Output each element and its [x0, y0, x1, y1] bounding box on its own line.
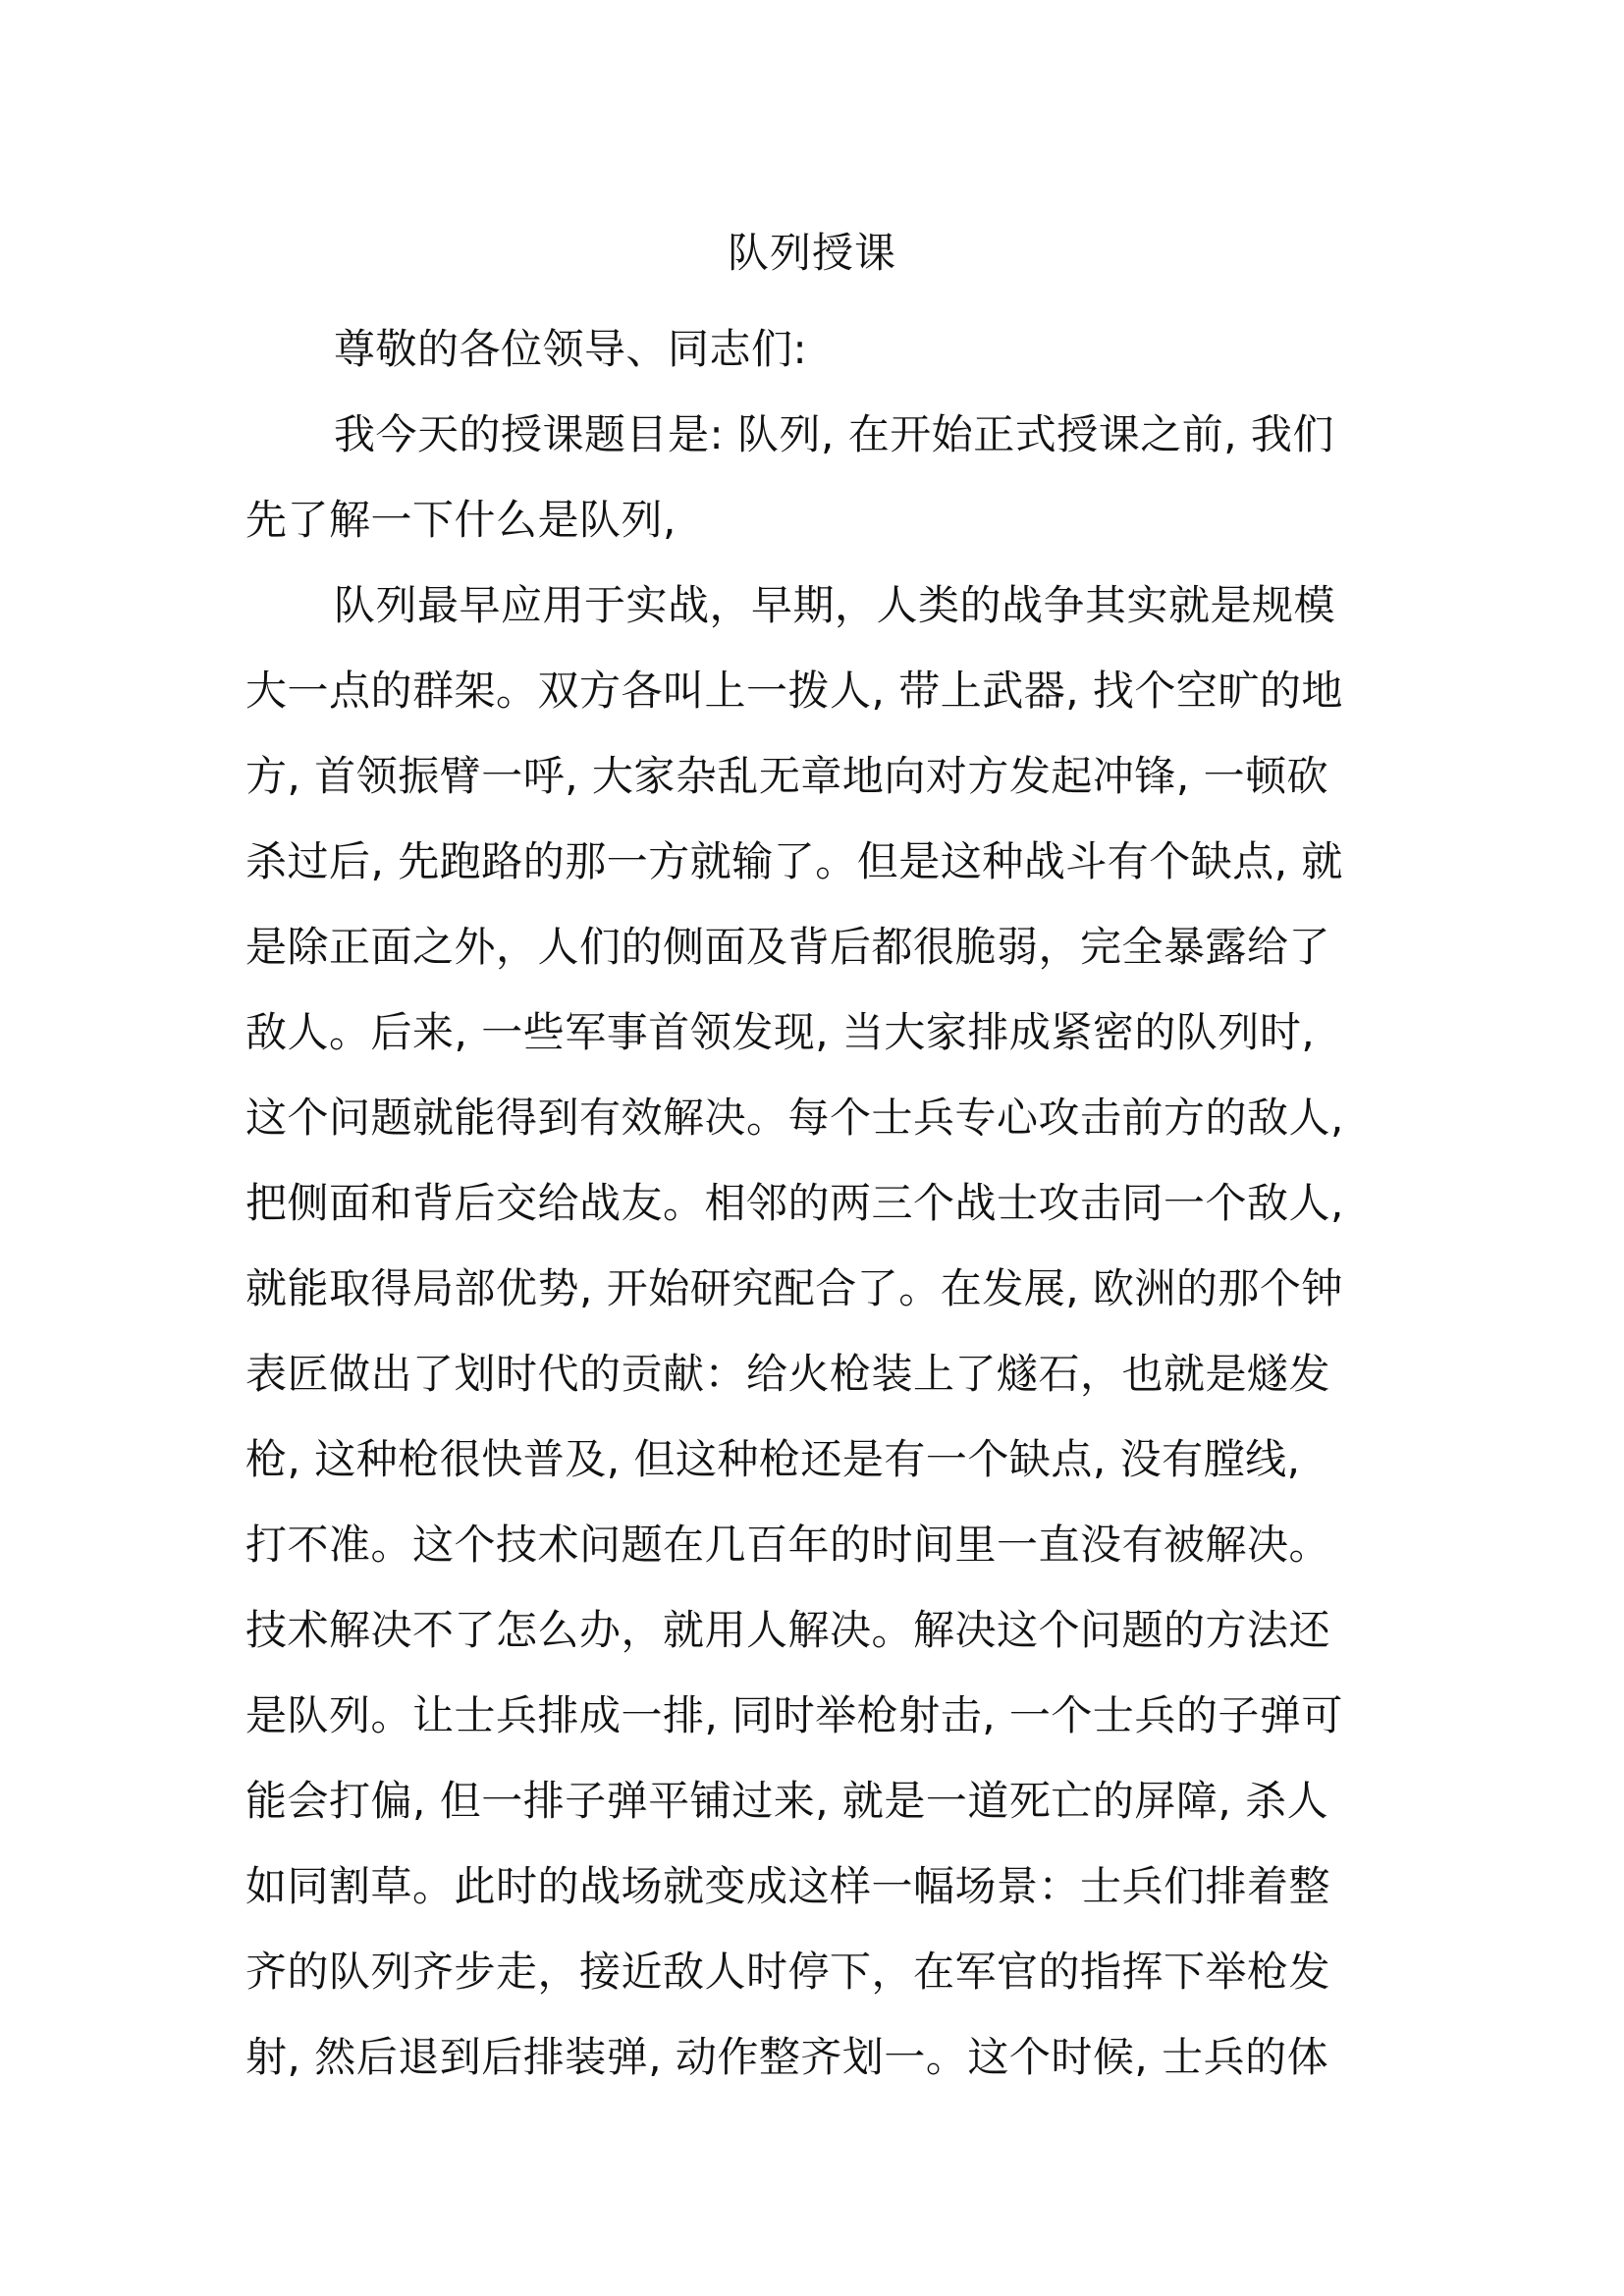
document-title: 队列授课 [727, 229, 896, 277]
text-line: 大一点的群架。双方各叫上一拨人, 带上武器, 找个空旷的地 [245, 667, 1343, 715]
text-line: 齐的队列齐步走，接近敌人时停下，在军官的指挥下举枪发 [245, 1948, 1331, 1996]
text-line: 尊敬的各位领导、同志们: [334, 325, 808, 373]
text-line: 能会打偏, 但一排子弹平铺过来, 就是一道死亡的屏障, 杀人 [245, 1777, 1329, 1825]
text-line: 射, 然后退到后排装弹, 动作整齐划一。这个时候, 士兵的体 [245, 2033, 1329, 2081]
text-line: 先了解一下什么是队列, [245, 496, 677, 544]
text-line: 表匠做出了划时代的贡献：给火枪装上了燧石，也就是燧发 [245, 1350, 1331, 1398]
text-line: 把侧面和背后交给战友。相邻的两三个战士攻击同一个敌人, [245, 1179, 1344, 1227]
text-line: 就能取得局部优势, 开始研究配合了。在发展, 欧洲的那个钟 [245, 1264, 1343, 1312]
text-line: 方, 首领振臂一呼, 大家杂乱无章地向对方发起冲锋, 一顿砍 [245, 752, 1329, 800]
text-line: 是队列。让士兵排成一排, 同时举枪射击, 一个士兵的子弹可 [245, 1691, 1343, 1739]
text-line: 队列最早应用于实战，早期，人类的战争其实就是规模 [334, 581, 1336, 629]
text-line: 我今天的授课题目是: 队列, 在开始正式授课之前, 我们 [334, 410, 1334, 458]
text-line: 敌人。后来, 一些军事首领发现, 当大家排成紧密的队列时, [245, 1008, 1316, 1056]
text-line: 技术解决不了怎么办，就用人解决。解决这个问题的方法还 [245, 1606, 1331, 1654]
text-line: 杀过后, 先跑路的那一方就输了。但是这种战斗有个缺点, 就 [245, 837, 1343, 885]
text-line: 打不准。这个技术问题在几百年的时间里一直没有被解决。 [245, 1521, 1331, 1569]
document-body [245, 306, 1394, 2100]
text-line: 枪, 这种枪很快普及, 但这种枪还是有一个缺点, 没有膛线, [245, 1435, 1301, 1483]
text-line: 是除正面之外，人们的侧面及背后都很脆弱，完全暴露给了 [245, 923, 1331, 971]
text-line: 如同割草。此时的战场就变成这样一幅场景：士兵们排着整 [245, 1862, 1331, 1910]
text-line: 这个问题就能得到有效解决。每个士兵专心攻击前方的敌人, [245, 1094, 1344, 1142]
